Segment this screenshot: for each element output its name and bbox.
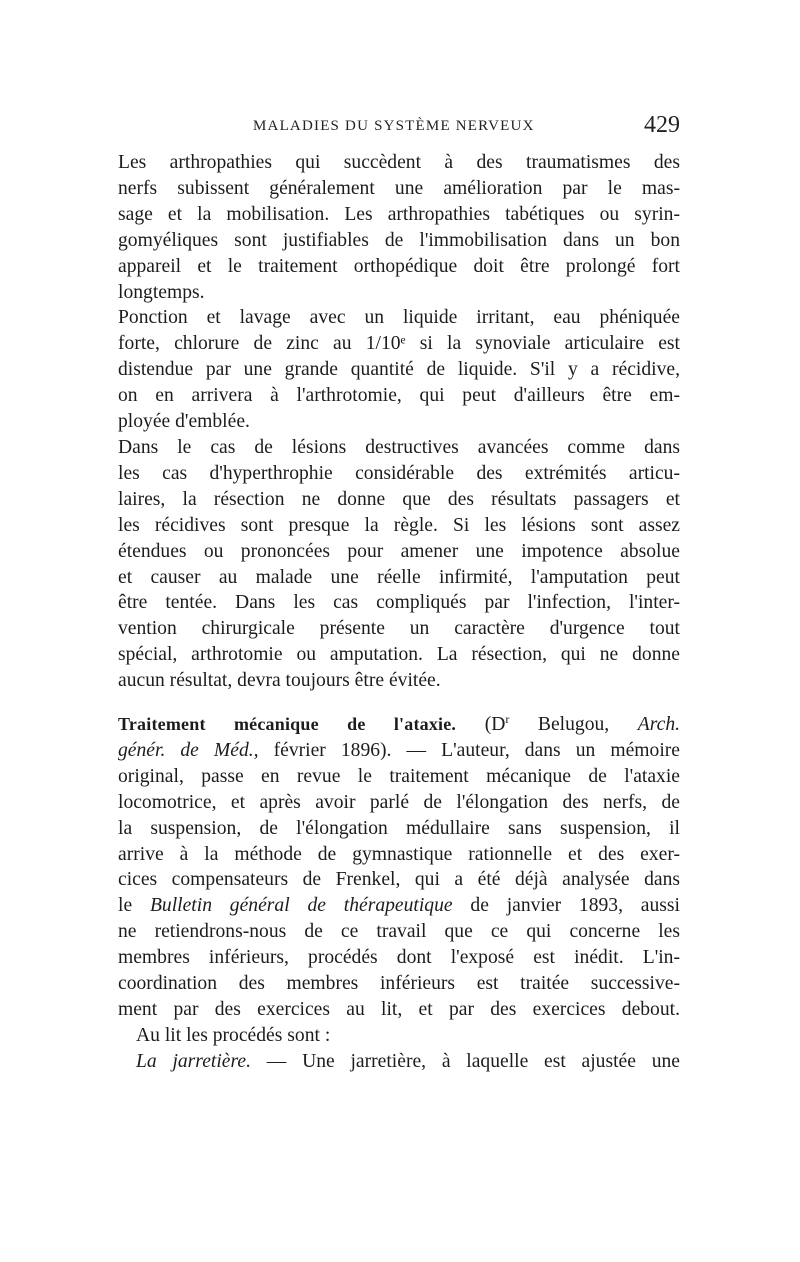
- article-date: février 1896). — L'auteur, dans un mémoire: [258, 739, 680, 761]
- text-line: les récidives sont presque la règle. Si les lésions sont assez: [118, 514, 680, 536]
- bulletin-title: Bulletin général de thérapeutique: [149, 895, 453, 917]
- jarretiere-term: La jarretière.: [136, 1050, 251, 1072]
- text-line: appareil et le traitement orthopédique doit être prolongé fort: [118, 255, 680, 277]
- author-title-sup: r: [505, 712, 510, 727]
- text-line: ment par des exercices au lit, et par des exercices debout.: [118, 999, 680, 1020]
- text-line: Ponction et lavage avec un liquide irritant, eau phéniquée: [118, 307, 680, 329]
- text-line: être tentée. Dans les cas compliqués par l'infection, l'inter-: [118, 592, 680, 614]
- text-line: la suspension, de l'élongation médullaire sans suspension, il: [118, 817, 680, 839]
- page-header: [118, 114, 680, 144]
- text-line: les cas d'hyperthrophie considérable des extrémités articu-: [118, 462, 680, 484]
- text-line: locomotrice, et après avoir parlé de l'élongation des nerfs, de: [118, 791, 680, 813]
- text-line: [118, 1023, 680, 1049]
- text-line: ne retiendrons-nous de ce travail que ce qui concerne les: [118, 921, 680, 943]
- text-line: cices compensateurs de Frenkel, qui a été déjà analysée dans: [118, 869, 680, 891]
- text-line: nerfs subissent généralement une amélioration par le mas-: [118, 177, 680, 199]
- journal-name: Arch.: [637, 714, 681, 736]
- text-line: coordination des membres inférieurs est traitée successive-: [118, 973, 680, 995]
- paragraph-lesions: [118, 435, 680, 694]
- section-spacer: [118, 694, 680, 712]
- bed-procedures-line: Au lit les procédés sont :: [136, 1024, 331, 1046]
- bulletin-prefix: le: [118, 895, 150, 917]
- text-line: laires, la résection ne donne que des résultats passagers et: [118, 488, 680, 510]
- text-line: original, passe en revue le traitement mécanique de l'ataxie: [118, 765, 680, 787]
- text-line: longtemps.: [118, 281, 205, 303]
- text-line: on en arrivera à l'arthrotomie, qui peut d'ailleurs être em-: [118, 385, 680, 407]
- text-line: [118, 738, 680, 764]
- text-line: Les arthropathies qui succèdent à des traumatismes des: [118, 152, 680, 173]
- article-heading-line: [118, 712, 680, 738]
- text-line: arrive à la méthode de gymnastique rationnelle et des exer-: [118, 843, 680, 865]
- body-text: [118, 150, 680, 1075]
- text-line: forte, chlorure de zinc au 1/10ᵉ si la synoviale articulaire est: [118, 333, 680, 355]
- text-line: gomyéliques sont justifiables de l'immobilisation dans un bon: [118, 229, 680, 251]
- text-line: [118, 1049, 680, 1075]
- text-line: spécial, arthrotomie ou amputation. La résection, qui ne donne: [118, 644, 680, 666]
- text-line: aucun résultat, devra toujours être évitée.: [118, 670, 441, 692]
- text-line: Dans le cas de lésions destructives avancées comme dans: [118, 436, 680, 458]
- running-title: MALADIES DU SYSTÈME NERVEUX: [253, 118, 535, 134]
- author-name: Belugou,: [509, 714, 638, 736]
- jarretiere-text: — Une jarretière, à laquelle est ajustée une: [250, 1050, 680, 1072]
- page-number: 429: [644, 112, 680, 138]
- text-line: ployée d'emblée.: [118, 411, 250, 433]
- text-line: étendues ou prononcées pour amener une impotence absolue: [118, 540, 680, 562]
- text-line: et causer au malade une réelle infirmité, l'amputation peut: [118, 566, 680, 588]
- author-prefix: (D: [484, 714, 506, 736]
- article-heading: Traitement mécanique de l'ataxie.: [118, 714, 457, 735]
- text-line: sage et la mobilisation. Les arthropathies tabétiques ou syrin-: [118, 203, 680, 225]
- paragraph-ponction: [118, 305, 680, 435]
- text-line: vention chirurgicale présente un caractère d'urgence tout: [118, 618, 680, 640]
- paragraph-arthropathies: [118, 150, 680, 305]
- article-ataxie: [118, 712, 680, 1075]
- text-line: [118, 893, 680, 919]
- journal-name-cont: génér. de Méd.,: [118, 739, 259, 761]
- bulletin-suffix: de janvier 1893, aussi: [452, 895, 680, 917]
- text-line: membres inférieurs, procédés dont l'exposé est inédit. L'in-: [118, 947, 680, 969]
- text-line: distendue par une grande quantité de liquide. S'il y a récidive,: [118, 359, 680, 381]
